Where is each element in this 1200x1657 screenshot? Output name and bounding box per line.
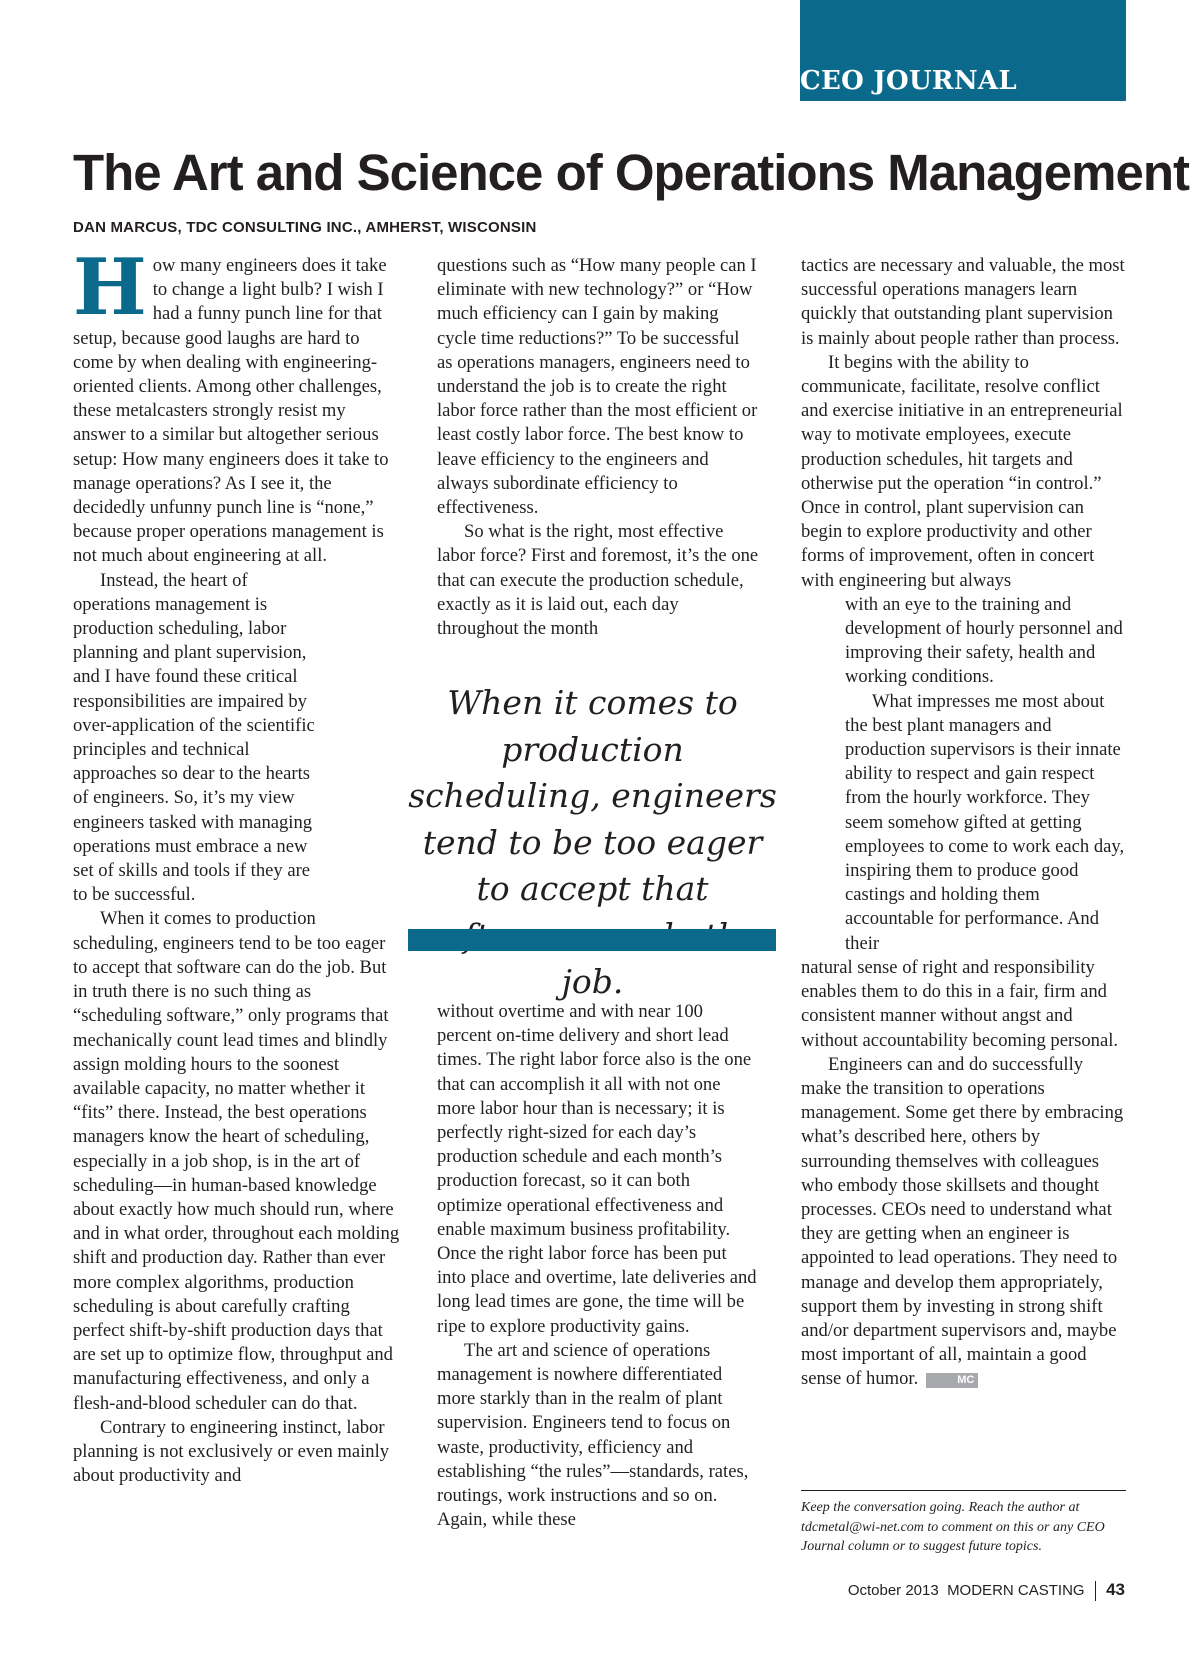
author-note: Keep the conversation going. Reach the author at tdcmetal@wi-net.com to comment on this or any CEO Journal column or to suggest future topics.	[801, 1500, 1105, 1554]
column-2-top	[437, 254, 759, 641]
page-number: 43	[1106, 1580, 1125, 1599]
paragraph	[73, 242, 401, 569]
column-2-bottom	[437, 1000, 759, 1532]
article-title: The Art and Science of Operations Management	[73, 144, 1190, 201]
paragraph: Contrary to engineering instinct, labor planning is not exclusively or even mainly about productivity and	[73, 1416, 390, 1487]
page-footer	[848, 1580, 1125, 1601]
paragraph: What impresses me most about the best plant managers and production supervisors is their innate ability to respect and gain respect from the hourly workforce. They seem somehow gifted at getting employees to come to work each day, inspiring them to produce good castings and holding them accountable for performance. And their	[845, 690, 1125, 954]
section-label: CEO JOURNAL	[800, 66, 1017, 96]
paragraph: It begins with the ability to communicate, facilitate, resolve conflict and exercise initiative in an entrepreneurial way to motivate employees, execute production schedules, hit targets and otherwise put the operation “in control.” Once in control, plant supervision can begin to explore productivity and other forms of improvement, often in concert with engineering but always	[801, 351, 1123, 591]
paragraph: Instead, the heart of operations management is production scheduling, labor planning and plant supervision, and I have found these critical responsibilities are impaired by over-application of the scientific principles and technical approaches so dear to the hearts of engineers. So, it’s my view engineers tasked with managing operations must embrace a new set of skills and tools if they are to be successful.	[73, 569, 315, 906]
column-3	[801, 254, 1126, 1392]
paragraph: questions such as “How many people can I eliminate with new technology?” or “How much efficiency can I gain by making cycle time reductions?” To be successful as operations managers, engineers need to understand the job is to create the right labor force rather than the most efficient or least costly labor force. The best know to leave efficiency to the engineers and always subordinate efficiency to effectiveness.	[437, 255, 758, 519]
pull-quote-bar	[408, 929, 776, 951]
paragraph: When it comes to production scheduling, engineers tend to be too eager to accept that software can do the job. But in truth there is no such thing as “scheduling software,” only programs that mechanically count lead times and blindly assign molding hours to the soonest available capacity, no matter whether it “fits” there. Instead, the best operations managers know the heart of scheduling, especially in a job shop, is in the art of scheduling—in human-based knowledge about exactly how much should run, where and in what order, throughout each molding shift and production day. Rather than ever more complex algorithms, production scheduling is about carefully crafting perfect shift-by-shift production days that are set up to optimize flow, throughput and manufacturing effectiveness, and only a flesh-and-blood scheduler can do that.	[73, 908, 400, 1414]
issue-date: October 2013	[847, 1582, 939, 1599]
end-mark-logo: MC	[926, 1373, 978, 1388]
paragraph: without overtime and with near 100 percent on-time delivery and short lead times. The right labor force also is the one that can accomplish it all with not one more labor hour than is necessary; it is perfectly right-sized for each day’s production schedule and each month’s production forecast, so it can both optimize operational effectiveness and enable maximum business profitability. Once the right labor force has been put into place and overtime, late deliveries and long lead times are gone, the time will be ripe to explore productivity gains.	[437, 1001, 757, 1337]
paragraph: with an eye to the training and development of hourly personnel and improving their safety, health and working conditions.	[845, 593, 1123, 688]
footer-separator	[1095, 1581, 1097, 1601]
column-1	[73, 242, 401, 1488]
divider	[801, 1490, 1126, 1491]
paragraph-text: Engineers can and do successfully make the transition to operations management. Some get there by embracing what’s described here, others by surrounding themselves with colleagues who embody those skillsets and thought processes. CEOs need to understand what they are getting when an engineer is appointed to lead operations. They need to manage and develop them appropriately, support them by investing in strong shift and/or department supervisors and, maybe most important of all, maintain a good sense of humor.	[801, 1053, 1124, 1390]
paragraph: The art and science of operations management is nowhere differentiated more starkly than in the realm of plant supervision. Engineers tend to focus on waste, productivity, efficiency and establishing “the rules”—standards, rates, routings, work instructions and so on. Again, while these	[437, 1339, 749, 1531]
byline: DAN MARCUS, TDC CONSULTING INC., AMHERST, WISCONSIN	[73, 219, 537, 236]
paragraph: natural sense of right and responsibility enables them to do this in a fair, firm and consistent manner without angst and without accountability becoming personal.	[801, 956, 1119, 1051]
paragraph	[801, 1053, 1126, 1392]
magazine-name: MODERN CASTING	[947, 1582, 1085, 1599]
paragraph: tactics are necessary and valuable, the most successful operations managers learn quickly that outstanding plant supervision is mainly about people rather than process.	[801, 255, 1125, 349]
paragraph: So what is the right, most effective labor force? First and foremost, it’s the one that can execute the production schedule, exactly as it is laid out, each day throughout the month	[437, 521, 759, 640]
drop-cap: H	[73, 242, 147, 333]
pull-quote: When it comes to production scheduling, engineers tend to be too eager to accept that job.	[408, 683, 777, 1001]
paragraph-text: ow many engineers does it take to change a light bulb? I wish I had a funny punch line for that setup, because good laughs are hard to come by when dealing with engineering-oriented clients. Among other challenges, these metalcasters strongly resist my answer to a similar but altogether serious setup: How many engineers does it take to manage operations? As I see it, the decidedly unfunny punch line is “none,” because proper operations management is not much about engineering at all.	[73, 255, 389, 567]
